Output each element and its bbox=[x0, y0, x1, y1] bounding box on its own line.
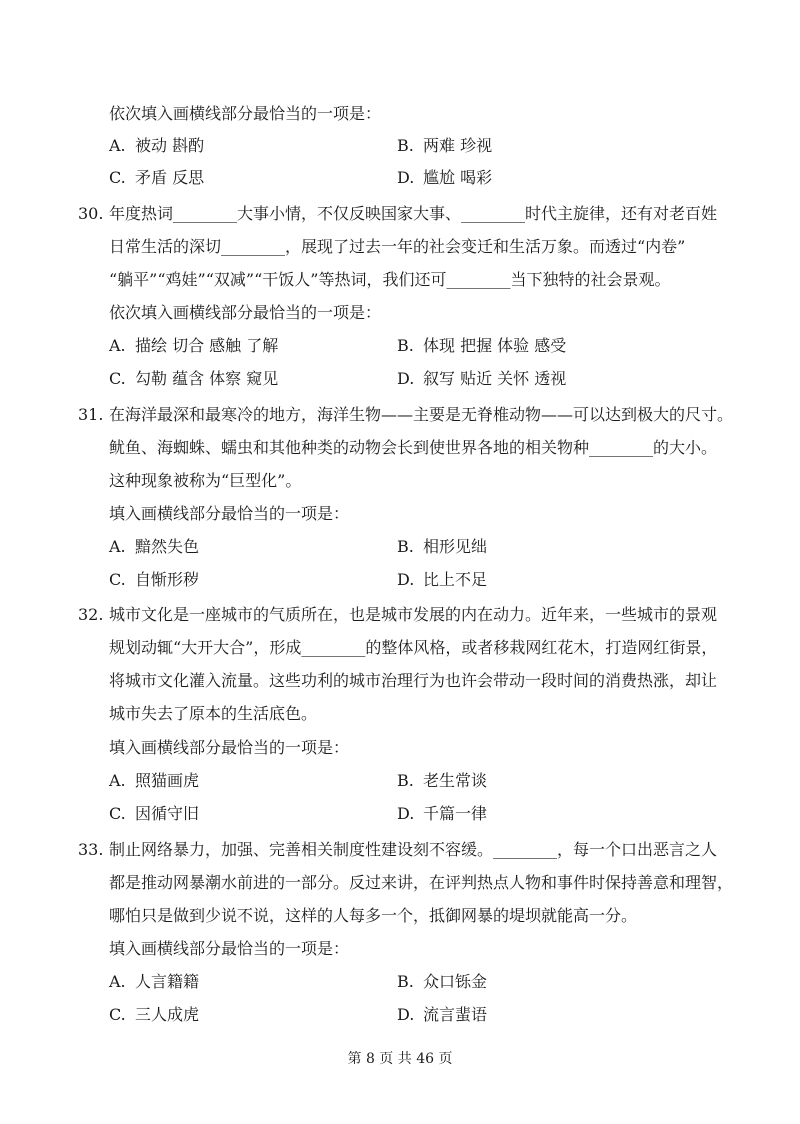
page-footer: 第 8 页 共 46 页 bbox=[347, 1051, 453, 1067]
question-31-instruction: 填入画横线部分最恰当的一项是： bbox=[109, 504, 350, 523]
option-d: D. 流言蜚语 bbox=[397, 1005, 488, 1024]
exam-page: 依次填入画横线部分最恰当的一项是： A. 被动 斟酌 B. 两难 珍视 C. 矛盾 反思 D. 尴尬 喝彩 30. 年度热词________大事小情，不仅反映国家大事、________时代主旋律，还有对老百姓 日常生活的深切________，展现了过去一年的社会变迁和生活万象。而透过“内卷” “躺平”“鸡娃”“双减”“干饭人”等热词，我们还可________当下独特的社会景观。 依次填入画横线部分最恰当的一项是： A. 描绘 切合 感触 了解 B. 体现 把握 体验 感受 C. 勾勒 蕴含 体察 窥见 D. 叙写 贴近 关怀 透视 31. 在海洋最深和最寒冷的地方，海洋生物——主要是无脊椎动物——可以达到极大的尺寸。 鱿鱼、海蜘蛛、蠕虫和其他种类的动物会长到使世界各地的相关物种________的大小。 这种现象被称为“巨型化”。 填入画横线部分最恰当的一项是： A. 黯然失色 B. 相形见绌 C. 自惭形秽 D. 比上不足 32. 城市文化是一座城市的气质所在，也是城市发展的内在动力。近年来，一些城市的景观 规划动辄“大开大合”，形成________的整体风格，或者移栽网红花木，打造网红街景， 将城市文化灌入流量。这些功利的城市治理行为也许会带动一段时间的消费热涨，却让 城市失去了原本的生活底色。 填入画横线部分最恰当的一项是： A. 照猫画虎 B. 老生常谈 C. 因循守旧 D. 千篇一律 33. 制止网络暴力，加强、完善相关制度性建设刻不容缓。________，每一个口出恶言之人 都是推动网暴潮水前进的一部分。反过来讲，在评判热点人物和事件时保持善意和理智， 哪怕只是做到少说不说，这样的人每多一个，抵御网暴的堤坝就能高一分。 填入画横线部分最恰当的一项是： A. 人言籍籍 B. 众口铄金 C. 三人成虎 D. 流言蜚语 第 8 页 共 46 页 bbox=[0, 0, 800, 1124]
option-a: A. 描绘 切合 感触 了解 bbox=[109, 336, 279, 355]
question-30-instruction: 依次填入画横线部分最恰当的一项是： bbox=[109, 303, 382, 322]
option-c: C. 矛盾 反思 bbox=[109, 168, 205, 187]
option-d: D. 叙写 贴近 关怀 透视 bbox=[397, 369, 567, 388]
option-b: B. 众口铄金 bbox=[397, 972, 488, 991]
option-c: C. 因循守旧 bbox=[109, 804, 200, 823]
question-33-line-2: 都是推动网暴潮水前进的一部分。反过来讲，在评判热点人物和事件时保持善意和理智， bbox=[109, 873, 734, 892]
question-number: 32. bbox=[78, 605, 104, 624]
option-a: A. 照猫画虎 bbox=[109, 771, 200, 790]
question-30-line-2: 日常生活的深切________，展现了过去一年的社会变迁和生活万象。而透过“内卷” bbox=[109, 237, 686, 256]
option-a: A. 被动 斟酌 bbox=[109, 136, 205, 155]
option-b: B. 相形见绌 bbox=[397, 537, 488, 556]
option-a: A. 人言籍籍 bbox=[109, 972, 200, 991]
instruction-prev: 依次填入画横线部分最恰当的一项是： bbox=[109, 104, 382, 123]
question-32-instruction: 填入画横线部分最恰当的一项是： bbox=[109, 738, 350, 757]
question-30-line-3: “躺平”“鸡娃”“双减”“干饭人”等热词，我们还可________当下独特的社会景观。 bbox=[109, 270, 671, 289]
option-a: A. 黯然失色 bbox=[109, 537, 200, 556]
option-b: B. 老生常谈 bbox=[397, 771, 488, 790]
option-d: D. 比上不足 bbox=[397, 570, 488, 589]
option-b: B. 体现 把握 体验 感受 bbox=[397, 336, 567, 355]
option-b: B. 两难 珍视 bbox=[397, 136, 493, 155]
question-number: 30. bbox=[78, 204, 104, 223]
option-c: C. 三人成虎 bbox=[109, 1005, 200, 1024]
question-number: 31. bbox=[78, 405, 104, 424]
question-31-line-3: 这种现象被称为“巨型化”。 bbox=[109, 471, 302, 490]
option-c: C. 自惭形秽 bbox=[109, 570, 200, 589]
question-33-instruction: 填入画横线部分最恰当的一项是： bbox=[109, 939, 350, 958]
question-33-line-3: 哪怕只是做到少说不说，这样的人每多一个，抵御网暴的堤坝就能高一分。 bbox=[109, 906, 638, 925]
question-number: 33. bbox=[78, 840, 104, 859]
option-d: D. 尴尬 喝彩 bbox=[397, 168, 493, 187]
option-c: C. 勾勒 蕴含 体察 窥见 bbox=[109, 369, 279, 388]
option-d: D. 千篇一律 bbox=[397, 804, 488, 823]
question-32-line-2: 规划动辄“大开大合”，形成________的整体风格，或者移栽网红花木，打造网红街景， bbox=[109, 638, 718, 657]
question-31-line-2: 鱿鱼、海蜘蛛、蠕虫和其他种类的动物会长到使世界各地的相关物种________的大小。 bbox=[109, 438, 718, 457]
question-32-line-3: 将城市文化灌入流量。这些功利的城市治理行为也许会带动一段时间的消费热涨，却让 bbox=[109, 671, 718, 690]
question-32-line-4: 城市失去了原本的生活底色。 bbox=[109, 704, 318, 723]
